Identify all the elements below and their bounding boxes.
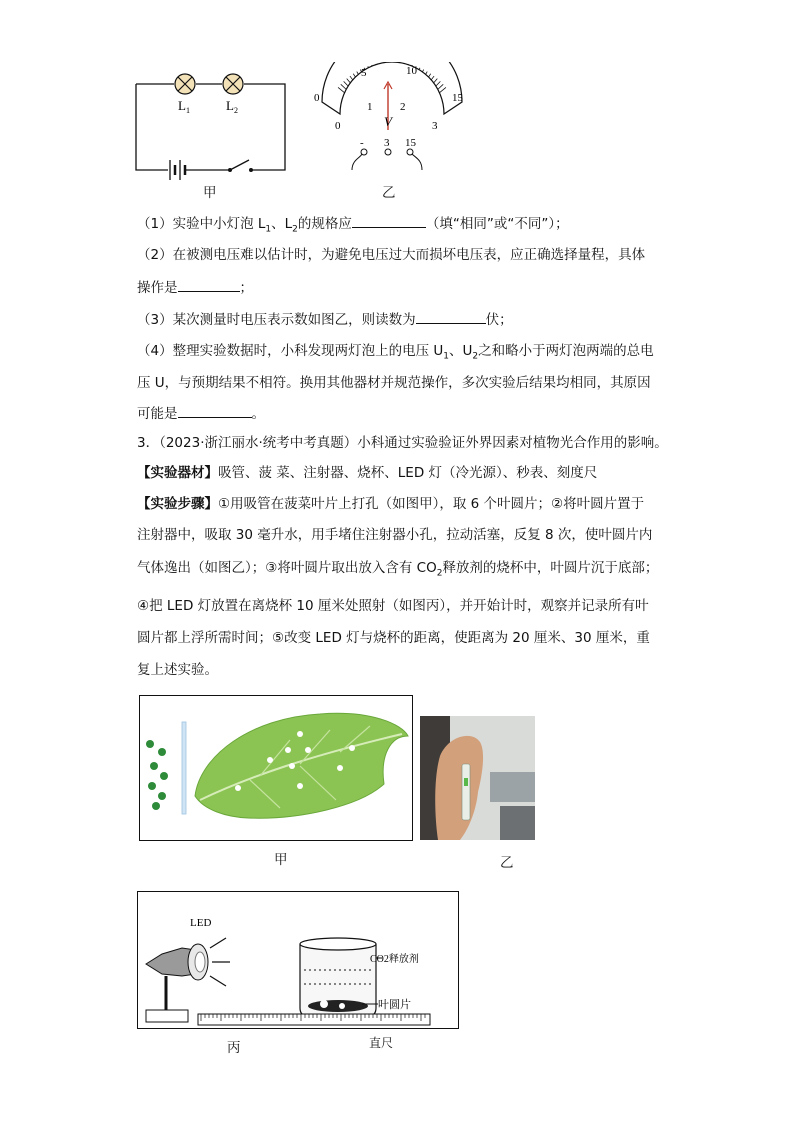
setup-figure bbox=[137, 891, 459, 1029]
problem-3-step-line2: 注射器中，吸取 30 毫升水，用手堵住注射器小孔，拉动活塞，反复 8 次，使叶圆片内 bbox=[137, 527, 653, 543]
question-4-line2: 压 U，与预期结果不相符。换用其他器材并规范操作，多次实验后结果均相同，其原因 bbox=[137, 375, 651, 391]
leaf-disc-dots bbox=[146, 740, 168, 810]
terminal-neg-label: - bbox=[360, 137, 364, 149]
inner-scale-3: 3 bbox=[432, 120, 438, 132]
outer-scale-0: 0 bbox=[314, 92, 320, 104]
circuit-caption: 甲 bbox=[203, 185, 217, 201]
outer-scale-5: 5 bbox=[361, 67, 367, 79]
co2-label: CO2释放剂 bbox=[370, 954, 419, 965]
inner-scale-2: 2 bbox=[400, 101, 406, 113]
setup-caption: 丙 bbox=[227, 1040, 241, 1056]
question-3: （3）某次测量时电压表示数如图乙，则读数为 伏； bbox=[137, 309, 513, 330]
answer-blank-2[interactable] bbox=[178, 277, 240, 292]
led-lamp-icon bbox=[146, 938, 230, 1022]
syringe-caption: 乙 bbox=[500, 855, 514, 871]
problem-3-step-line4: ④把 LED 灯放置在离烧杯 10 厘米处照射（如图丙），并开始计时，观察并记录所有叶 bbox=[137, 598, 649, 614]
problem-3-title: 3．（2023·浙江丽水·统考中考真题）小科通过实验验证外界因素对植物光合作用的影响。 bbox=[137, 435, 668, 451]
disc-label: 叶圆片 bbox=[378, 999, 411, 1011]
voltmeter-dial bbox=[312, 62, 472, 172]
question-4-line1: （4）整理实验数据时，小科发现两灯泡上的电压 $U_1$、$U_2$之和略小于两灯泡两端的总电 bbox=[137, 343, 654, 362]
terminal-3-label: 3 bbox=[384, 137, 390, 149]
leaf-figure bbox=[139, 695, 413, 841]
answer-blank-4[interactable] bbox=[178, 403, 252, 418]
straw-icon bbox=[182, 722, 186, 814]
problem-3-step-line1: 【实验步骤】①用吸管在菠菜叶片上打孔（如图甲），取 6 个叶圆片；②将叶圆片置于 bbox=[137, 496, 645, 512]
problem-3-step-line5: 圆片都上浮所需时间；⑤改变 LED 灯与烧杯的距离，使距离为 20 厘米、30 厘米，重 bbox=[137, 630, 650, 646]
outer-scale-15: 15 bbox=[452, 92, 463, 104]
bulb-l1-icon bbox=[175, 74, 195, 94]
question-4-line3: 可能是 。 bbox=[137, 403, 265, 424]
answer-blank-1[interactable] bbox=[352, 213, 426, 228]
ruler-label: 直尺 bbox=[369, 1036, 394, 1050]
inner-scale-0: 0 bbox=[335, 120, 341, 132]
outer-scale-10: 10 bbox=[406, 65, 417, 77]
answer-blank-3[interactable] bbox=[416, 309, 486, 324]
leaf-illustration bbox=[140, 696, 412, 840]
question-2-line2: 操作是 ； bbox=[137, 277, 253, 298]
terminal-15-label: 15 bbox=[405, 137, 416, 149]
problem-3-step-line3: 气体逸出（如图乙）；③将叶圆片取出放入含有 $CO_2$释放剂的烧杯中，叶圆片沉于底部； bbox=[137, 560, 659, 579]
label-l1: $L_1$ bbox=[178, 98, 190, 115]
switch-icon bbox=[228, 160, 253, 172]
voltmeter-caption: 乙 bbox=[382, 185, 396, 201]
spinach-leaf-icon bbox=[195, 713, 408, 818]
ruler-icon bbox=[197, 1013, 433, 1027]
question-1: （1）实验中小灯泡 $L_1$、$L_2$的规格应 （填“相同”或“不同”）； bbox=[137, 213, 569, 240]
inner-scale-1: 1 bbox=[367, 101, 373, 113]
unit-label: V bbox=[384, 114, 392, 129]
label-l2: $L_2$ bbox=[226, 98, 238, 115]
leaf-caption: 甲 bbox=[274, 852, 288, 868]
problem-3-equipment: 【实验器材】吸管、菠 菜、注射器、烧杯、LED 灯（冷光源）、秒表、刻度尺 bbox=[137, 465, 598, 481]
syringe-photo bbox=[420, 716, 535, 840]
led-label: LED bbox=[190, 917, 212, 929]
syringe-icon bbox=[462, 764, 470, 820]
terminal-3 bbox=[385, 149, 391, 155]
problem-3-step-line6: 复上述实验。 bbox=[137, 662, 218, 678]
question-2-line1: （2）在被测电压难以估计时，为避免电压过大而损坏电压表，应正确选择量程，具体 bbox=[137, 247, 646, 263]
battery-icon bbox=[170, 160, 185, 180]
bulb-l2-icon bbox=[223, 74, 243, 94]
